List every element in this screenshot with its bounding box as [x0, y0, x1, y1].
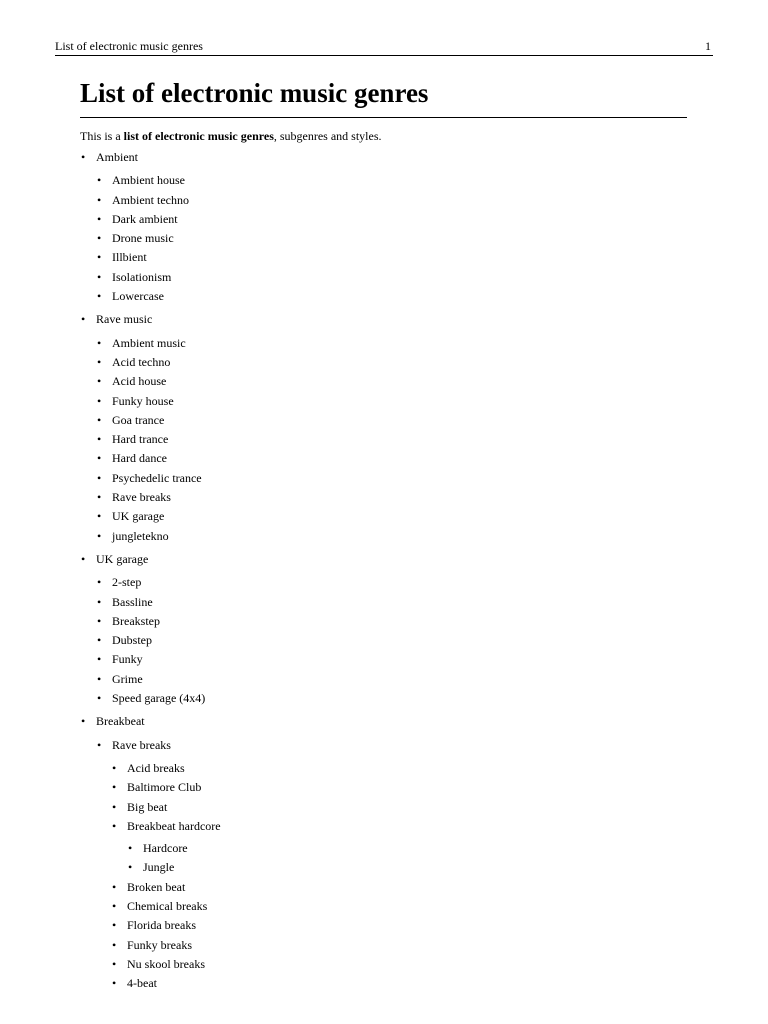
list-item[interactable]: • Psychedelic trance — [112, 469, 687, 488]
list-item[interactable]: • Lowercase — [112, 287, 687, 306]
list-item[interactable]: • Funky — [112, 650, 687, 669]
list-item[interactable]: • Baltimore Club — [127, 778, 687, 797]
list-item[interactable]: • Ambient music — [112, 334, 687, 353]
breakbeat-hardcore-list — [127, 839, 687, 878]
page-number: 1 — [705, 39, 711, 53]
rave-subgenre-list — [96, 334, 687, 546]
intro-prefix: This is a — [80, 129, 124, 143]
list-item[interactable]: • Goa trance — [112, 411, 687, 430]
list-item[interactable]: • jungletekno — [112, 527, 687, 546]
list-item[interactable]: • 2-step — [112, 573, 687, 592]
genre-list — [80, 148, 687, 993]
list-item[interactable]: • Ambient techno — [112, 191, 687, 210]
list-item[interactable]: • 4-beat — [127, 974, 687, 993]
list-item[interactable]: • Dark ambient — [112, 210, 687, 229]
running-header-title: List of electronic music genres — [55, 39, 203, 53]
list-item[interactable]: • Broken beat — [127, 878, 687, 897]
rave-breaks-style-list — [112, 759, 687, 994]
list-item[interactable]: • Speed garage (4x4) — [112, 689, 687, 708]
intro-paragraph — [80, 128, 687, 144]
list-item[interactable]: • Bassline — [112, 593, 687, 612]
list-item[interactable]: • Grime — [112, 670, 687, 689]
genre-item-breakbeat[interactable]: • Breakbeat — [96, 712, 687, 731]
list-item[interactable]: • Nu skool breaks — [127, 955, 687, 974]
ambient-subgenre-list — [96, 171, 687, 306]
list-item[interactable]: • Funky breaks — [127, 936, 687, 955]
list-item[interactable]: • Hardcore — [143, 839, 687, 858]
list-item[interactable]: • Ambient house — [112, 171, 687, 190]
list-item[interactable]: • Chemical breaks — [127, 897, 687, 916]
genre-item-ambient[interactable]: • Ambient — [96, 148, 687, 167]
subgenre-item-rave-breaks[interactable]: • Rave breaks — [112, 736, 687, 755]
list-item[interactable]: • Big beat — [127, 798, 687, 817]
list-item[interactable]: • Breakbeat hardcore — [127, 817, 687, 836]
list-item[interactable]: • Breakstep — [112, 612, 687, 631]
list-item[interactable]: • Illbient — [112, 248, 687, 267]
genre-item-rave-music[interactable]: • Rave music — [96, 310, 687, 329]
list-item[interactable]: • Jungle — [143, 858, 687, 877]
list-item[interactable]: • Acid house — [112, 372, 687, 391]
genre-item-uk-garage[interactable]: • UK garage — [96, 550, 687, 569]
intro-suffix: , subgenres and styles. — [273, 129, 382, 143]
article-body — [80, 74, 687, 997]
list-item[interactable]: • Isolationism — [112, 268, 687, 287]
list-item[interactable]: • UK garage — [112, 507, 687, 526]
list-item[interactable]: • Hard trance — [112, 430, 687, 449]
list-item[interactable]: • Drone music — [112, 229, 687, 248]
running-header — [55, 38, 713, 56]
list-item[interactable]: • Acid breaks — [127, 759, 687, 778]
list-item[interactable]: • Acid techno — [112, 353, 687, 372]
page-title: List of electronic music genres — [80, 74, 687, 118]
list-item[interactable]: • Hard dance — [112, 449, 687, 468]
uk-garage-subgenre-list — [96, 573, 687, 708]
intro-bold-term[interactable]: list of electronic music genres — [123, 129, 274, 143]
list-item[interactable]: • Dubstep — [112, 631, 687, 650]
list-item[interactable]: • Rave breaks — [112, 488, 687, 507]
breakbeat-subgenre-list — [96, 736, 687, 994]
list-item[interactable]: • Florida breaks — [127, 916, 687, 935]
list-item[interactable]: • Funky house — [112, 392, 687, 411]
